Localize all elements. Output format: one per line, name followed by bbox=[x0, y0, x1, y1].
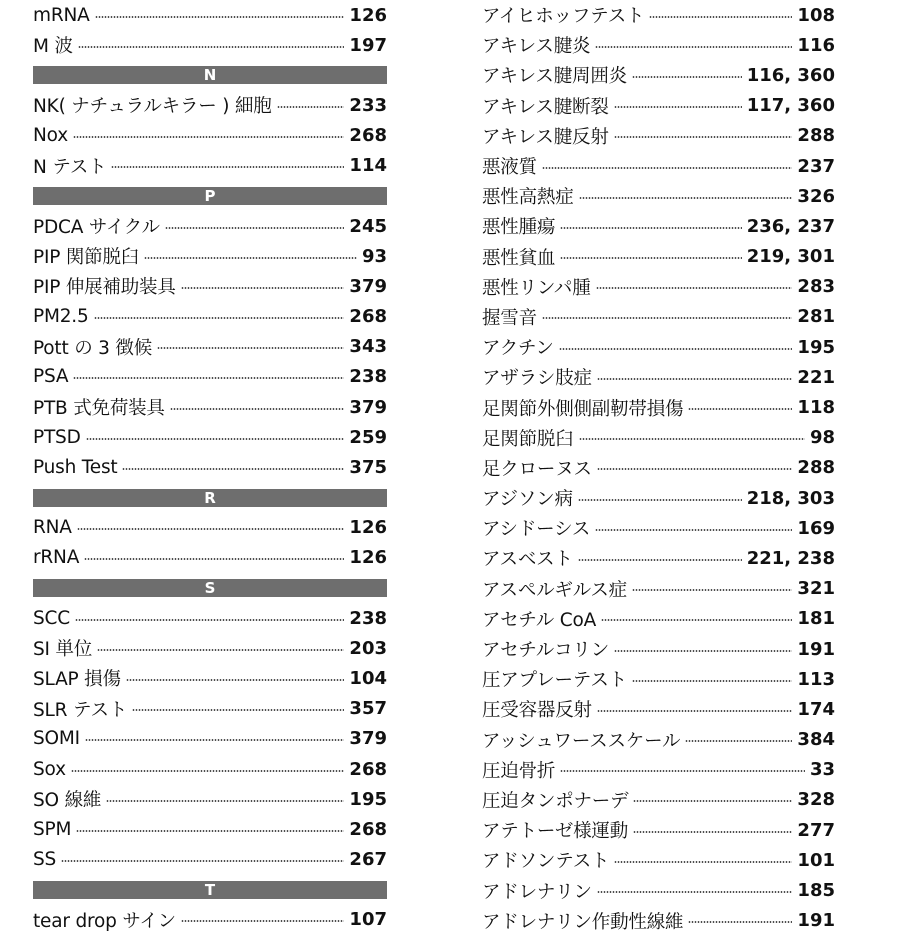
index-term: アドレナリン bbox=[482, 881, 592, 903]
index-entry bbox=[33, 332, 387, 362]
index-term: 足クローヌス bbox=[482, 458, 592, 480]
index-term: アイヒホッフテスト bbox=[482, 6, 645, 28]
page-number: 288 bbox=[797, 125, 835, 147]
page-number: 238 bbox=[349, 607, 387, 629]
index-entry bbox=[482, 785, 835, 815]
page-number: 117, 360 bbox=[746, 95, 835, 117]
dot-leader bbox=[595, 529, 792, 531]
dot-leader bbox=[597, 710, 793, 712]
index-term: PDCA サイクル bbox=[33, 217, 160, 239]
page-number: 267 bbox=[349, 849, 387, 871]
index-column-right bbox=[482, 0, 835, 936]
page-number: 191 bbox=[797, 910, 835, 932]
index-term: Sox bbox=[33, 758, 66, 780]
dot-leader bbox=[560, 227, 742, 229]
page-number: 236, 237 bbox=[746, 215, 835, 237]
page-number: 169 bbox=[797, 517, 835, 539]
index-entry bbox=[33, 211, 387, 241]
dot-leader bbox=[688, 408, 792, 410]
index-entry bbox=[482, 604, 835, 634]
index-term: PTSD bbox=[33, 426, 81, 448]
dot-leader bbox=[633, 800, 792, 802]
index-term: 悪性貧血 bbox=[482, 247, 556, 269]
index-term: アキレス腱周囲炎 bbox=[482, 66, 627, 88]
index-entry bbox=[33, 0, 387, 30]
index-term: アッシュワーススケール bbox=[482, 730, 681, 752]
index-column-left bbox=[33, 0, 387, 935]
dot-leader bbox=[614, 650, 792, 652]
page-number: 343 bbox=[349, 336, 387, 358]
index-term: mRNA bbox=[33, 4, 90, 26]
page-number: 384 bbox=[797, 729, 835, 751]
index-term: SLAP 損傷 bbox=[33, 669, 121, 691]
page-number: 221, 238 bbox=[746, 547, 835, 569]
page-number: 181 bbox=[797, 608, 835, 630]
dot-leader bbox=[542, 167, 793, 169]
dot-leader bbox=[597, 891, 793, 893]
index-term: アキレス腱反射 bbox=[482, 126, 609, 148]
index-entry bbox=[33, 422, 387, 452]
index-entry bbox=[33, 814, 387, 844]
index-entry bbox=[33, 784, 387, 814]
index-term: PIP 関節脱臼 bbox=[33, 247, 140, 269]
index-term: 悪液質 bbox=[482, 157, 537, 179]
page-number: 108 bbox=[797, 4, 835, 26]
index-entry bbox=[482, 755, 835, 785]
index-entry bbox=[33, 241, 387, 271]
index-term: PM2.5 bbox=[33, 306, 89, 328]
index-entry bbox=[33, 151, 387, 181]
index-term: 足関節脱臼 bbox=[482, 428, 574, 450]
page-number: 288 bbox=[797, 457, 835, 479]
index-term: tear drop サイン bbox=[33, 910, 176, 932]
page-number: 219, 301 bbox=[746, 246, 835, 268]
index-term: アキレス腱炎 bbox=[482, 36, 591, 58]
page-number: 379 bbox=[349, 728, 387, 750]
dot-leader bbox=[144, 257, 357, 259]
page-number: 357 bbox=[349, 698, 387, 720]
index-term: 圧迫骨折 bbox=[482, 760, 556, 782]
section-header-s: S bbox=[33, 579, 387, 597]
index-entry bbox=[33, 362, 387, 392]
index-entry bbox=[482, 634, 835, 664]
page-number: 379 bbox=[349, 275, 387, 297]
index-entry bbox=[482, 875, 835, 905]
page-number: 126 bbox=[349, 4, 387, 26]
dot-leader bbox=[578, 559, 742, 561]
section-header-n: N bbox=[33, 66, 387, 84]
dot-leader bbox=[126, 679, 345, 681]
index-term: アドレナリン作動性線維 bbox=[482, 911, 684, 933]
index-entry bbox=[482, 60, 835, 90]
index-entry bbox=[33, 603, 387, 633]
index-entry bbox=[33, 271, 387, 301]
page-number: 113 bbox=[797, 668, 835, 690]
page-number: 107 bbox=[349, 909, 387, 931]
page-number: 238 bbox=[349, 366, 387, 388]
index-term: NK( ナチュラルキラー ) 細胞 bbox=[33, 96, 272, 118]
index-entry bbox=[482, 845, 835, 875]
dot-leader bbox=[77, 528, 345, 530]
page-number: 281 bbox=[797, 306, 835, 328]
index-entry bbox=[482, 272, 835, 302]
index-entry bbox=[33, 513, 387, 543]
page-number: 126 bbox=[349, 517, 387, 539]
page-number: 283 bbox=[797, 276, 835, 298]
page-number: 116 bbox=[797, 34, 835, 56]
page-number: 237 bbox=[797, 155, 835, 177]
page-number: 268 bbox=[349, 758, 387, 780]
page-number: 33 bbox=[809, 759, 835, 781]
dot-leader bbox=[579, 438, 805, 440]
page-number: 191 bbox=[797, 638, 835, 660]
index-term: SLR テスト bbox=[33, 699, 128, 721]
dot-leader bbox=[632, 76, 742, 78]
dot-leader bbox=[78, 46, 345, 48]
dot-leader bbox=[157, 347, 344, 349]
page-number: 203 bbox=[349, 637, 387, 659]
index-entry bbox=[33, 302, 387, 332]
index-entry bbox=[482, 181, 835, 211]
page-number: 233 bbox=[349, 94, 387, 116]
index-term: 悪性リンパ腫 bbox=[482, 277, 591, 299]
dot-leader bbox=[165, 227, 345, 229]
page-number: 101 bbox=[797, 849, 835, 871]
dot-leader bbox=[97, 649, 344, 651]
dot-leader bbox=[132, 709, 344, 711]
page-number: 104 bbox=[349, 667, 387, 689]
dot-leader bbox=[578, 499, 742, 501]
dot-leader bbox=[597, 378, 793, 380]
index-entry bbox=[482, 906, 835, 936]
index-entry bbox=[482, 664, 835, 694]
dot-leader bbox=[559, 348, 793, 350]
dot-leader bbox=[181, 287, 345, 289]
page-number: 185 bbox=[797, 880, 835, 902]
dot-leader bbox=[75, 619, 344, 621]
index-term: 圧迫タンポナーデ bbox=[482, 790, 629, 812]
dot-leader bbox=[579, 197, 793, 199]
dot-leader bbox=[560, 257, 742, 259]
dot-leader bbox=[111, 166, 344, 168]
page-number: 328 bbox=[797, 789, 835, 811]
index-term: SPM bbox=[33, 818, 72, 840]
index-term: 悪性腫瘍 bbox=[482, 217, 556, 239]
page-number: 126 bbox=[349, 547, 387, 569]
page-number: 268 bbox=[349, 306, 387, 328]
index-term: PIP 伸展補助装具 bbox=[33, 277, 176, 299]
page-number: 93 bbox=[361, 245, 387, 267]
index-entry bbox=[482, 453, 835, 483]
index-entry bbox=[482, 211, 835, 241]
section-header-t: T bbox=[33, 881, 387, 899]
index-entry bbox=[482, 362, 835, 392]
index-term: RNA bbox=[33, 517, 72, 539]
dot-leader bbox=[106, 800, 344, 802]
page-number: 245 bbox=[349, 215, 387, 237]
index-entry bbox=[482, 332, 835, 362]
index-entry bbox=[33, 724, 387, 754]
page-number: 98 bbox=[809, 427, 835, 449]
dot-leader bbox=[542, 317, 793, 319]
index-term: SO 線維 bbox=[33, 790, 102, 812]
index-term: Nox bbox=[33, 125, 68, 147]
index-entry bbox=[482, 483, 835, 513]
index-term: アセチルコリン bbox=[482, 640, 609, 662]
index-term: アドソンテスト bbox=[482, 851, 610, 873]
dot-leader bbox=[649, 16, 792, 18]
dot-leader bbox=[560, 770, 805, 772]
dot-leader bbox=[597, 468, 793, 470]
page-number: 268 bbox=[349, 818, 387, 840]
index-entry bbox=[482, 30, 835, 60]
index-term: アクチン bbox=[482, 338, 554, 360]
index-entry bbox=[482, 694, 835, 724]
index-entry bbox=[482, 91, 835, 121]
page-number: 268 bbox=[349, 125, 387, 147]
index-entry bbox=[33, 30, 387, 60]
index-entry bbox=[33, 543, 387, 573]
index-entry bbox=[33, 754, 387, 784]
section-header-p: P bbox=[33, 187, 387, 205]
dot-leader bbox=[688, 921, 792, 923]
dot-leader bbox=[76, 830, 344, 832]
page-number: 118 bbox=[797, 397, 835, 419]
index-term: PSA bbox=[33, 366, 69, 388]
index-term: SI 単位 bbox=[33, 639, 93, 661]
page-number: 326 bbox=[797, 185, 835, 207]
page-number: 321 bbox=[797, 578, 835, 600]
index-entry bbox=[482, 151, 835, 181]
page-number: 195 bbox=[349, 788, 387, 810]
dot-leader bbox=[633, 831, 792, 833]
index-term: Push Test bbox=[33, 457, 118, 479]
index-term: アテトーゼ様運動 bbox=[482, 821, 629, 843]
index-term: SS bbox=[33, 849, 57, 871]
dot-leader bbox=[71, 770, 345, 772]
page-number: 116, 360 bbox=[746, 64, 835, 86]
index-term: PTB 式免荷装具 bbox=[33, 398, 165, 420]
index-term: rRNA bbox=[33, 547, 80, 569]
dot-leader bbox=[685, 740, 792, 742]
index-entry bbox=[482, 543, 835, 573]
index-term: アセチル CoA bbox=[482, 609, 597, 631]
index-term: アジソン病 bbox=[482, 489, 573, 511]
dot-leader bbox=[614, 136, 793, 138]
dot-leader bbox=[170, 408, 345, 410]
page-number: 218, 303 bbox=[746, 487, 835, 509]
page-number: 221 bbox=[797, 366, 835, 388]
index-term: 圧受容器反射 bbox=[482, 700, 592, 722]
index-term: 足関節外側側副靭帯損傷 bbox=[482, 398, 684, 420]
index-term: 圧アプレーテスト bbox=[482, 670, 627, 692]
index-entry bbox=[482, 513, 835, 543]
index-term: SOMI bbox=[33, 728, 80, 750]
index-entry bbox=[482, 121, 835, 151]
dot-leader bbox=[85, 739, 344, 741]
index-entry bbox=[482, 302, 835, 332]
dot-leader bbox=[84, 558, 344, 560]
dot-leader bbox=[73, 136, 344, 138]
dot-leader bbox=[595, 46, 792, 48]
index-term: Pott の 3 徴候 bbox=[33, 337, 153, 359]
dot-leader bbox=[73, 377, 344, 379]
dot-leader bbox=[61, 860, 344, 862]
dot-leader bbox=[614, 106, 742, 108]
page-number: 114 bbox=[349, 155, 387, 177]
dot-leader bbox=[614, 861, 792, 863]
dot-leader bbox=[632, 680, 793, 682]
index-entry bbox=[33, 452, 387, 482]
index-entry bbox=[482, 725, 835, 755]
index-entry bbox=[33, 392, 387, 422]
dot-leader bbox=[181, 920, 344, 922]
index-term: M 波 bbox=[33, 36, 73, 58]
index-entry bbox=[33, 845, 387, 875]
index-entry bbox=[482, 0, 835, 30]
index-entry bbox=[33, 121, 387, 151]
page-number: 259 bbox=[349, 426, 387, 448]
page-number: 375 bbox=[349, 457, 387, 479]
index-entry bbox=[482, 242, 835, 272]
index-entry bbox=[482, 574, 835, 604]
dot-leader bbox=[122, 468, 344, 470]
dot-leader bbox=[94, 317, 345, 319]
index-term: アザラシ肢症 bbox=[482, 368, 592, 390]
index-term: アシドーシス bbox=[482, 519, 591, 541]
page-number: 379 bbox=[349, 396, 387, 418]
dot-leader bbox=[86, 438, 345, 440]
index-term: アスペルギルス症 bbox=[482, 579, 627, 601]
page-number: 195 bbox=[797, 336, 835, 358]
dot-leader bbox=[277, 106, 345, 108]
index-entry bbox=[33, 663, 387, 693]
index-entry bbox=[33, 694, 387, 724]
dot-leader bbox=[632, 589, 793, 591]
index-term: SCC bbox=[33, 607, 70, 629]
index-term: アスベスト bbox=[482, 549, 573, 571]
index-entry bbox=[482, 392, 835, 422]
index-term: 握雪音 bbox=[482, 307, 537, 329]
index-entry bbox=[482, 423, 835, 453]
index-term: 悪性高熱症 bbox=[482, 187, 574, 209]
index-entry bbox=[33, 633, 387, 663]
dot-leader bbox=[95, 16, 345, 18]
index-entry bbox=[482, 815, 835, 845]
dot-leader bbox=[601, 619, 792, 621]
page-number: 277 bbox=[797, 819, 835, 841]
page-number: 197 bbox=[349, 34, 387, 56]
page-number: 174 bbox=[797, 698, 835, 720]
index-term: アキレス腱断裂 bbox=[482, 96, 609, 118]
dot-leader bbox=[596, 287, 793, 289]
index-entry bbox=[33, 90, 387, 120]
section-header-r: R bbox=[33, 489, 387, 507]
index-term: N テスト bbox=[33, 156, 107, 178]
